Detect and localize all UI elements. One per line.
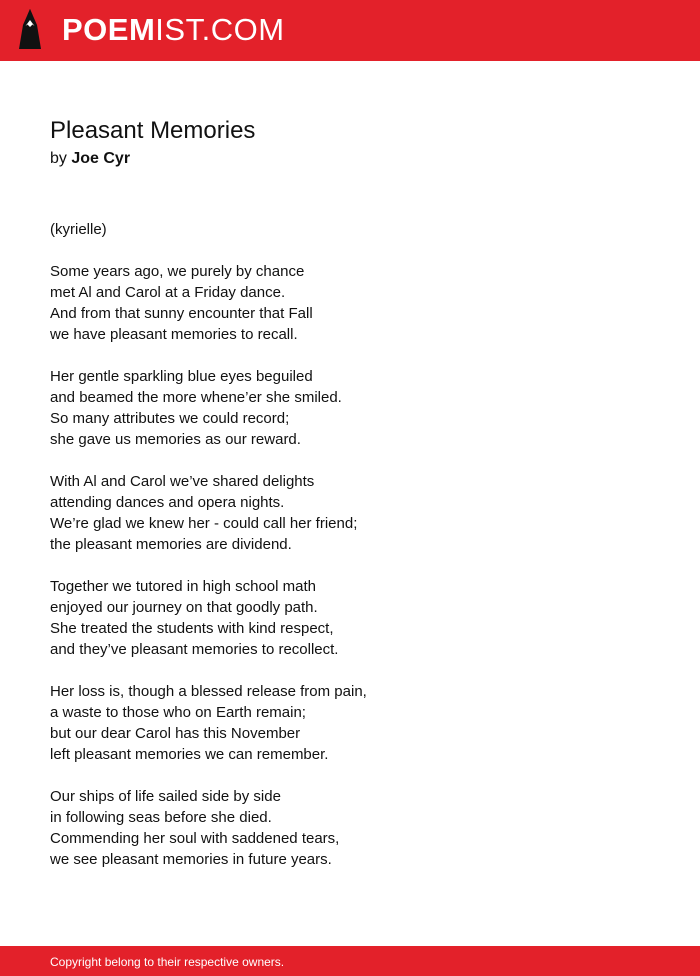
copyright-notice: Copyright belong to their respective owners. <box>50 955 285 969</box>
stanza <box>50 261 367 345</box>
poem-line: a waste to those who on Earth remain; <box>50 704 306 721</box>
author-name: Joe Cyr <box>71 150 131 167</box>
poem-line: Her loss is, though a blessed release from pain, <box>50 683 367 700</box>
poem-line: Some years ago, we purely by chance <box>50 263 305 280</box>
poem-form: (kyrielle) <box>50 221 107 238</box>
poem-line: met Al and Carol at a Friday dance. <box>50 284 286 301</box>
poem-line: the pleasant memories are dividend. <box>50 536 292 553</box>
site-logo[interactable] <box>62 12 285 48</box>
poem-line: With Al and Carol we’ve shared delights <box>50 473 315 490</box>
poem-line: and beamed the more whene’er she smiled. <box>50 389 342 406</box>
poem-line: we have pleasant memories to recall. <box>50 326 298 343</box>
poem-line: We’re glad we knew her - could call her friend; <box>50 515 358 532</box>
logo-light-text: IST.COM <box>155 12 285 47</box>
poem-line: we see pleasant memories in future years. <box>50 851 332 868</box>
poem-line: but our dear Carol has this November <box>50 725 301 742</box>
poem-line: Her gentle sparkling blue eyes beguiled <box>50 368 313 385</box>
poem-line: So many attributes we could record; <box>50 410 290 427</box>
poem-line: She treated the students with kind respect, <box>50 620 334 637</box>
poem-title: Pleasant Memories <box>50 117 256 144</box>
poem-line: And from that sunny encounter that Fall <box>50 305 313 322</box>
poem-line: and they’ve pleasant memories to recollect. <box>50 641 339 658</box>
poem-line: left pleasant memories we can remember. <box>50 746 329 763</box>
stanza <box>50 576 367 660</box>
poem-form-note <box>50 219 367 240</box>
poem-line: Together we tutored in high school math <box>50 578 316 595</box>
site-footer <box>0 946 700 976</box>
poem-body <box>50 219 367 891</box>
logo-bold-text: POEM <box>62 12 156 47</box>
poem-line: Our ships of life sailed side by side <box>50 788 281 805</box>
poem-line: enjoyed our journey on that goodly path. <box>50 599 318 616</box>
stanza <box>50 786 367 870</box>
stanza <box>50 681 367 765</box>
site-header <box>0 0 700 61</box>
pencil-icon <box>17 9 43 51</box>
stanza <box>50 366 367 450</box>
poem-line: attending dances and opera nights. <box>50 494 285 511</box>
by-label: by <box>50 150 67 167</box>
poem-line: in following seas before she died. <box>50 809 272 826</box>
poem-line: Commending her soul with saddened tears, <box>50 830 340 847</box>
byline <box>50 149 130 169</box>
stanza <box>50 471 367 555</box>
poem-line: she gave us memories as our reward. <box>50 431 301 448</box>
